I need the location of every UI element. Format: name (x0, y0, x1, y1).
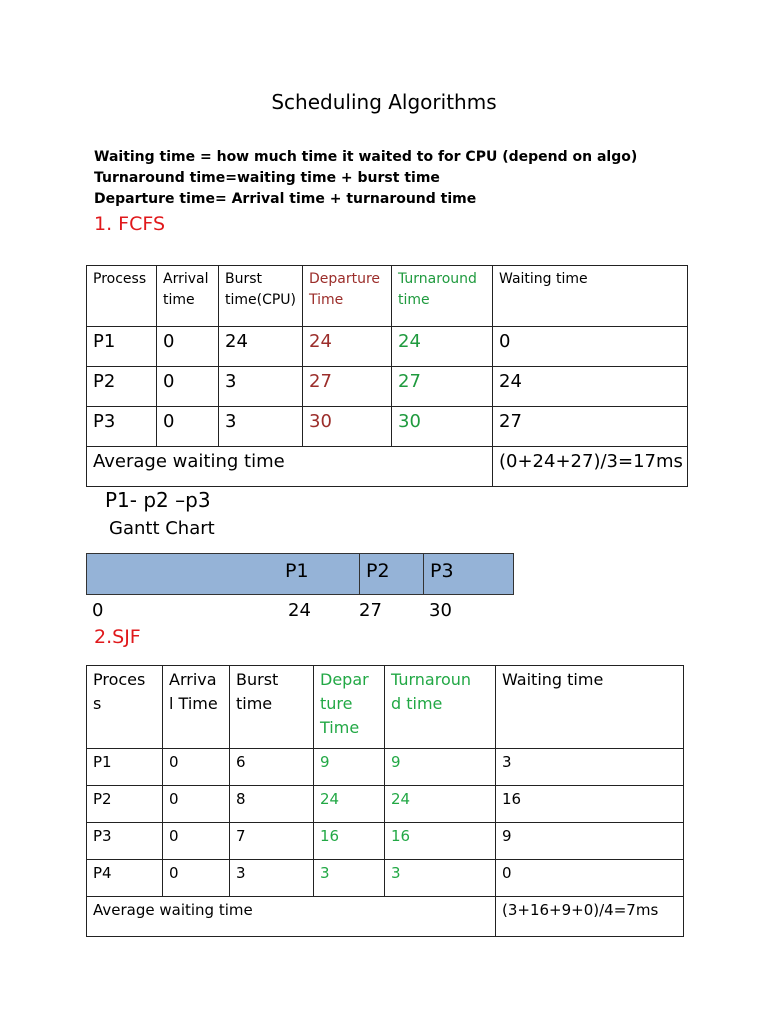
fcfs-table (86, 265, 688, 487)
fcfs-average-value: (0+24+27)/3=17ms (493, 447, 688, 487)
gantt-divider (423, 554, 424, 594)
table-cell: 30 (392, 407, 493, 447)
table-cell: 3 (385, 860, 496, 897)
sjf-header-arrival-line2: l Time (169, 694, 218, 713)
sjf-header-turnaround (385, 666, 496, 749)
table-row (87, 823, 684, 860)
table-cell: 0 (157, 407, 219, 447)
table-row (87, 749, 684, 786)
table-cell: 0 (496, 860, 684, 897)
table-cell: 9 (496, 823, 684, 860)
sjf-header-turnaround-line2: d time (391, 694, 443, 713)
fcfs-header-turnaround-line2: time (398, 292, 430, 308)
gantt-divider (359, 554, 360, 594)
table-cell: P3 (87, 823, 163, 860)
table-cell: 3 (219, 367, 303, 407)
fcfs-header-arrival-line1: Arrival (163, 271, 209, 287)
table-row (87, 367, 688, 407)
fcfs-header-turnaround-line1: Turnaround (398, 271, 477, 287)
table-cell: 3 (496, 749, 684, 786)
gantt-tick: 0 (92, 600, 104, 621)
sjf-header-arrival-line1: Arriva (169, 670, 217, 689)
table-cell: 24 (493, 367, 688, 407)
fcfs-average-row (87, 447, 688, 487)
sjf-header-burst-line1: Burst (236, 670, 279, 689)
sjf-heading: 2.SJF (94, 626, 141, 648)
fcfs-heading: 1. FCFS (94, 213, 166, 235)
fcfs-header-burst-line1: Burst (225, 271, 263, 287)
table-cell: 0 (163, 749, 230, 786)
sjf-header-burst (230, 666, 314, 749)
table-cell: P2 (87, 786, 163, 823)
definition-departure-time: Departure time= Arrival time + turnaround time (94, 191, 477, 207)
sjf-header-departure (314, 666, 385, 749)
gantt-cell-p2: P2 (366, 560, 390, 582)
fcfs-header-waiting: Waiting time (493, 266, 688, 327)
sjf-header-departure-line3: Time (320, 718, 360, 737)
table-cell: P3 (87, 407, 157, 447)
table-cell: 0 (163, 786, 230, 823)
fcfs-header-departure (303, 266, 392, 327)
sjf-header-waiting: Waiting time (496, 666, 684, 749)
table-cell: 3 (314, 860, 385, 897)
table-cell: P4 (87, 860, 163, 897)
table-cell: 16 (314, 823, 385, 860)
table-cell: 24 (303, 327, 392, 367)
fcfs-header-process: Process (87, 266, 157, 327)
sjf-header-departure-line1: Depar (320, 670, 369, 689)
table-cell: 0 (163, 860, 230, 897)
table-cell: 16 (385, 823, 496, 860)
table-cell: 0 (163, 823, 230, 860)
process-order: P1- p2 –p3 (105, 488, 211, 512)
table-row (87, 786, 684, 823)
table-cell: 7 (230, 823, 314, 860)
table-row (87, 860, 684, 897)
gantt-cell-p3: P3 (430, 560, 454, 582)
sjf-average-value: (3+16+9+0)/4=7ms (496, 897, 684, 937)
fcfs-header-row (87, 266, 688, 327)
sjf-average-label: Average waiting time (87, 897, 496, 937)
table-cell: 3 (230, 860, 314, 897)
table-cell: 24 (314, 786, 385, 823)
table-cell: 24 (219, 327, 303, 367)
table-cell: P1 (87, 749, 163, 786)
sjf-header-process-line1: Proces (93, 670, 146, 689)
table-cell: 24 (392, 327, 493, 367)
table-cell: 0 (157, 367, 219, 407)
table-cell: 16 (496, 786, 684, 823)
table-cell: 3 (219, 407, 303, 447)
fcfs-header-departure-line1: Departure (309, 271, 381, 287)
table-row (87, 327, 688, 367)
sjf-average-row (87, 897, 684, 937)
sjf-header-row (87, 666, 684, 749)
sjf-header-arrival (163, 666, 230, 749)
definition-waiting-time: Waiting time = how much time it waited to for CPU (depend on algo) (94, 149, 638, 165)
gantt-chart (86, 553, 514, 595)
table-cell: 27 (493, 407, 688, 447)
gantt-cell-p1: P1 (285, 560, 309, 582)
gantt-tick: 30 (429, 600, 452, 621)
table-cell: P1 (87, 327, 157, 367)
table-cell: 27 (392, 367, 493, 407)
sjf-header-process-line2: s (93, 694, 102, 713)
table-cell: 8 (230, 786, 314, 823)
table-cell: 0 (493, 327, 688, 367)
sjf-header-process (87, 666, 163, 749)
fcfs-header-arrival (157, 266, 219, 327)
fcfs-average-label: Average waiting time (87, 447, 493, 487)
sjf-header-burst-line2: time (236, 694, 273, 713)
fcfs-header-departure-line2: Time (309, 292, 344, 308)
sjf-table (86, 665, 684, 937)
table-cell: 6 (230, 749, 314, 786)
page-title: Scheduling Algorithms (271, 90, 497, 114)
gantt-tick: 27 (359, 600, 382, 621)
table-cell: 9 (314, 749, 385, 786)
table-cell: 9 (385, 749, 496, 786)
fcfs-header-arrival-line2: time (163, 292, 195, 308)
table-cell: 30 (303, 407, 392, 447)
fcfs-header-turnaround (392, 266, 493, 327)
table-cell: P2 (87, 367, 157, 407)
sjf-header-turnaround-line1: Turnaroun (391, 670, 472, 689)
gantt-tick: 24 (288, 600, 311, 621)
fcfs-header-burst (219, 266, 303, 327)
definition-turnaround-time: Turnaround time=waiting time + burst time (94, 170, 440, 186)
gantt-chart-label: Gantt Chart (109, 518, 215, 539)
table-row (87, 407, 688, 447)
table-cell: 0 (157, 327, 219, 367)
table-cell: 24 (385, 786, 496, 823)
table-cell: 27 (303, 367, 392, 407)
sjf-header-departure-line2: ture (320, 694, 353, 713)
fcfs-header-burst-line2: time(CPU) (225, 292, 297, 308)
